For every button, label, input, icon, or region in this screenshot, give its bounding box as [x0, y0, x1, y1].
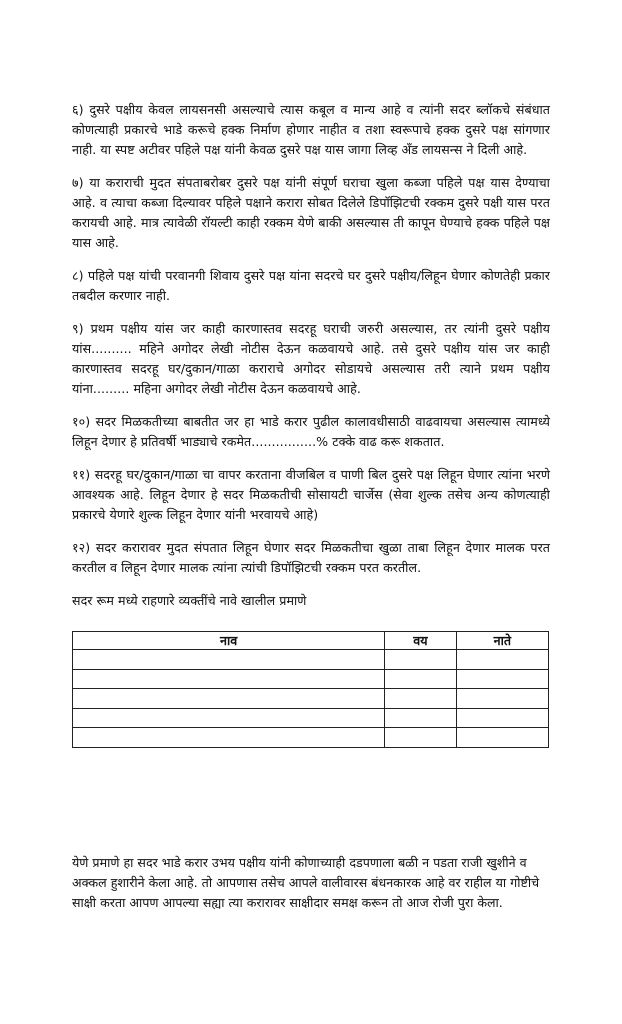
clause-6: ६) दुसरे पक्षीय केवल लायसनसी असल्याचे त्यास कबूल व मान्य आहे व त्यांनी सदर ब्लॉकचे संबंधात कोणत्याही प्रकारचे भाडे करूचे हक्क निर्माण होणार नाहीत व तशा स्वरूपाचे हक्क दुसरे पक्ष सांगणार नाही. या स्पष्ट अटीवर पहिले पक्ष यांनी केवळ दुसरे पक्ष यास जागा लिव्ह अँड लायसन्स ने दिली आहे. [72, 102, 550, 157]
clause-11: ११) सदरहू घर/दुकान/गाळा चा वापर करताना वीजबिल व पाणी बिल दुसरे पक्ष लिहून घेणार त्यांना भरणे आवश्यक आहे. लिहून देणार हे सदर मिळकतीची सोसायटी चार्जेस (सेवा शुल्क तसेच अन्य कोणत्याही प्रकारचे येणारे शुल्क लिहून देणार यांनी भरवायचे आहे) [72, 467, 550, 522]
header-name: नाव [73, 632, 385, 650]
name-cell [73, 689, 385, 709]
age-cell [385, 689, 456, 709]
closing-paragraph: येणे प्रमाणे हा सदर भाडे करार उभय पक्षीय यांनी कोणाच्याही दडपणाला बळी न पडता राजी खुशीने व अक्कल हुशारीने केला आहे. तो आपणास तसेच आपले वालीवारस बंधनकारक आहे वर राहील या गोष्टीचे साक्षी करता आपण आपल्या सह्या त्या करारावर साक्षीदार समक्ष करून तो आज रोजी पुरा केला. [72, 855, 540, 910]
relation-cell [456, 650, 548, 670]
table-row [73, 728, 549, 748]
name-cell [73, 650, 385, 670]
clause-12: १२) सदर करारावर मुदत संपतात लिहून घेणार सदर मिळकतीचा खुळा ताबा लिहून देणार मालक परत करतील व लिहून देणार मालक त्यांना त्यांची डिपॉझिटची रक्कम परत करतील. [72, 540, 550, 575]
header-age: वय [385, 632, 456, 650]
table-row [73, 708, 549, 728]
name-cell [73, 728, 385, 748]
clause-7: ७) या कराराची मुदत संपताबरोबर दुसरे पक्ष यांनी संपूर्ण घराचा खुला कब्जा पहिले पक्ष यास देण्याचा आहे. व त्याचा कब्जा दिल्यावर पहिले पक्षाने करारा सोबत दिलेले डिपॉझिटची रक्कम दुसरे पक्षी यास परत करायची आहे. मात्र त्यावेळी रॉयल्टी काही रक्कम येणे बाकी असल्यास ती कापून घेण्याचे हक्क पहिले पक्ष यास आहे. [72, 175, 550, 250]
table-row [73, 669, 549, 689]
residents-table [72, 631, 549, 748]
header-relation: नाते [456, 632, 548, 650]
age-cell [385, 708, 456, 728]
name-cell [73, 708, 385, 728]
age-cell [385, 669, 456, 689]
clause-8: ८) पहिले पक्ष यांची परवानगी शिवाय दुसरे पक्ष यांना सदरचे घर दुसरे पक्षीय/लिहून घेणार कोणतेही प्रकार तबदील करणार नाही. [72, 268, 550, 303]
residents-table-body [73, 650, 549, 748]
relation-cell [456, 689, 548, 709]
document-page [72, 100, 550, 748]
clause-9: ९) प्रथम पक्षीय यांस जर काही कारणास्तव सदरहू घराची जरुरी असल्यास, तर त्यांनी दुसरे पक्षीय यांस.......... महिने अगोदर लेखी नोटीस देऊन कळवायचे आहे. तसे दुसरे पक्षीय यांस जर काही कारणास्तव सदरहू घर/दुकान/गाळा कराराचे अगोदर सोडायचे असल्यास तरी त्याने प्रथम पक्षीय यांना......... महिना अगोदर लेखी नोटीस देऊन कळवायचे आहे. [72, 321, 550, 396]
relation-cell [456, 728, 548, 748]
table-row [73, 650, 549, 670]
table-row [73, 689, 549, 709]
age-cell [385, 728, 456, 748]
relation-cell [456, 669, 548, 689]
table-header-row [73, 632, 549, 650]
name-cell [73, 669, 385, 689]
relation-cell [456, 708, 548, 728]
clause-10: १०) सदर मिळकतीच्या बाबतीत जर हा भाडे करार पुढील कालावधीसाठी वाढवायचा असल्यास त्यामध्ये लिहून देणार हे प्रतिवर्षी भाड्याचे रकमेत................% टक्के वाढ करू शकतात. [72, 414, 550, 449]
age-cell [385, 650, 456, 670]
residents-intro: सदर रूम मध्ये राहणारे व्यक्तींचे नावे खालील प्रमाणे [72, 593, 307, 608]
